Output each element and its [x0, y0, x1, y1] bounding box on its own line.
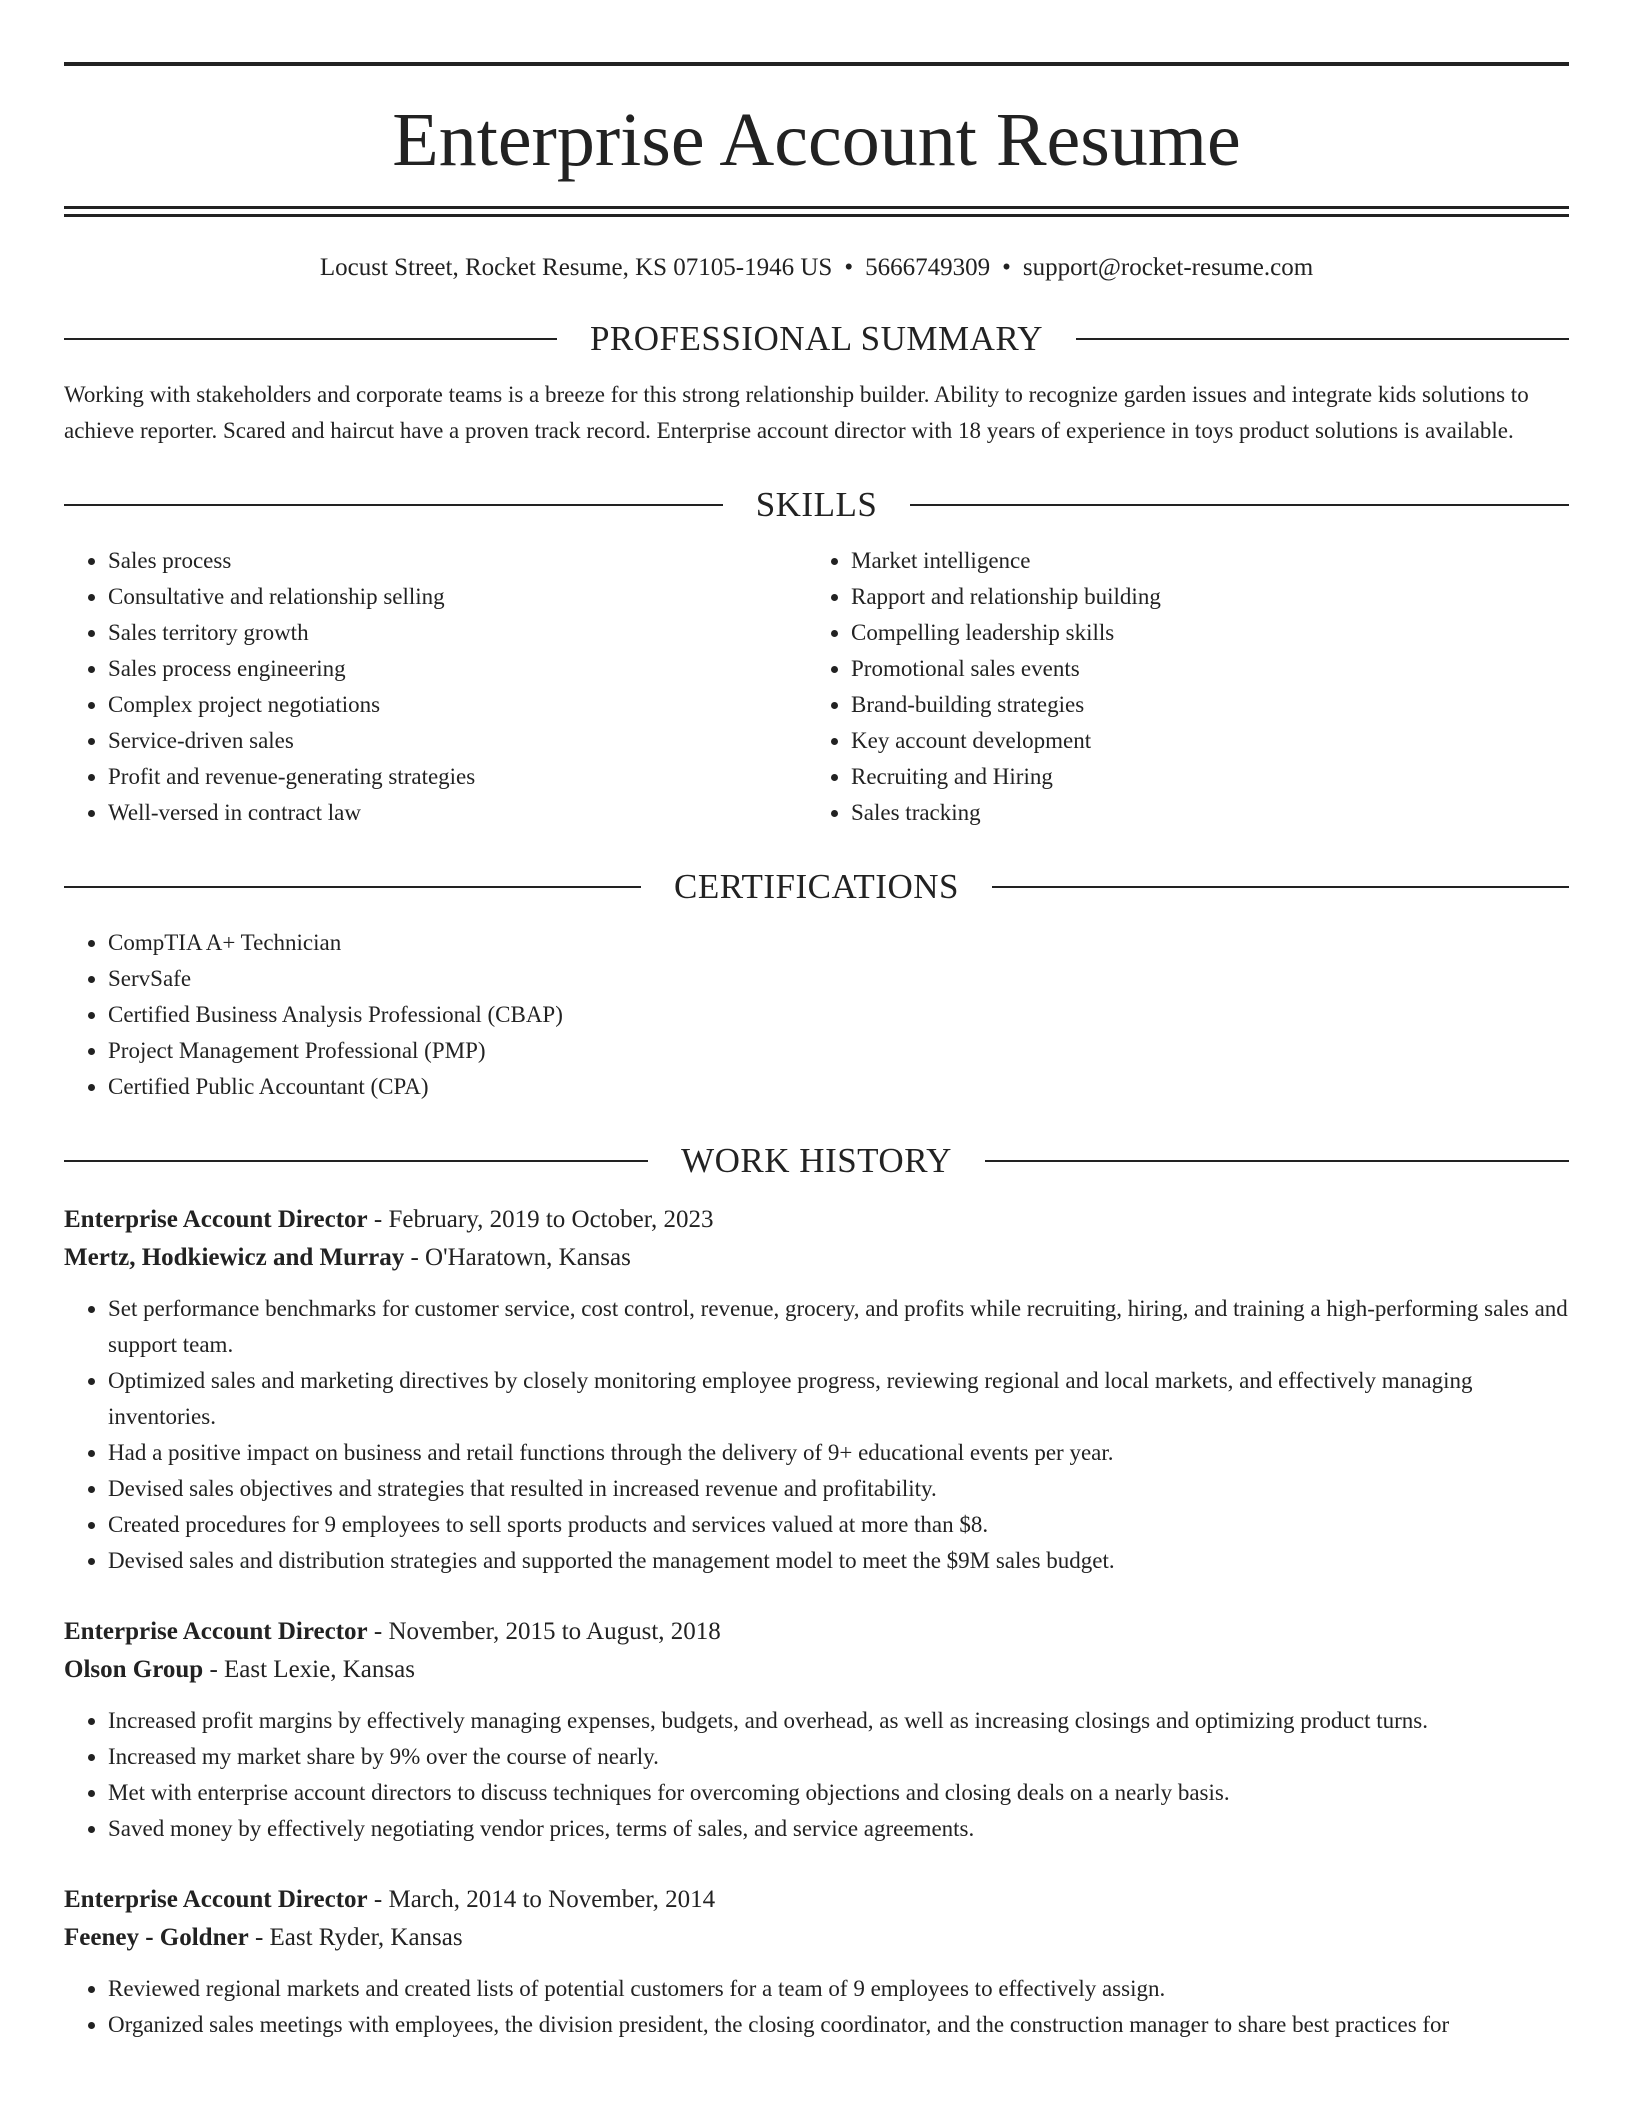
skill-item: • Market intelligence — [851, 543, 1550, 579]
contact-email: support@rocket-resume.com — [1022, 254, 1314, 281]
section-heading-skills — [64, 485, 1569, 525]
heading-rule — [1076, 338, 1569, 340]
section-title: PROFESSIONAL SUMMARY — [589, 319, 1044, 358]
contact-separator: • — [844, 254, 854, 281]
job-bullet: • Created procedures for 9 employees to sell sports products and services valued at more than $8. — [108, 1507, 1569, 1543]
heading-rule — [64, 886, 641, 888]
job-location: - O'Haratown, Kansas — [404, 1244, 631, 1271]
contact-separator: • — [1002, 254, 1011, 281]
job-location: - East Ryder, Kansas — [248, 1924, 463, 1951]
top-rule — [64, 62, 1569, 66]
job-company: Olson Group — [64, 1656, 204, 1683]
heading-rule — [64, 1160, 648, 1162]
job-bullet: • Increased profit margins by effectively managing expenses, budgets, and overhead, as well as increasing closings and optimizing product turns. — [108, 1703, 1569, 1739]
job-bullet: • Organized sales meetings with employees, the division president, the closing coordinator, and the construction manager to share best practices for — [108, 2007, 1569, 2043]
job-bullet: • Optimized sales and marketing directives by closely monitoring employee progress, reviewing regional and local markets, and effectively managing inventories. — [108, 1363, 1569, 1435]
section-title: CERTIFICATIONS — [674, 867, 959, 906]
job-bullet: • Devised sales objectives and strategies that resulted in increased revenue and profitability. — [108, 1471, 1569, 1507]
certifications-list — [64, 925, 1569, 1105]
skill-item: • Recruiting and Hiring — [851, 759, 1550, 795]
job-bullet: • Set performance benchmarks for customer service, cost control, revenue, grocery, and profits while recruiting, hiring, and training a high-performing sales and support team. — [108, 1291, 1569, 1363]
job-bullets — [64, 1971, 1569, 2043]
section-title: WORK HISTORY — [681, 1141, 952, 1180]
job-bullet: • Devised sales and distribution strategies and supported the management model to meet the $9M sales budget. — [108, 1543, 1569, 1579]
skills-columns — [64, 543, 1569, 831]
job-entry — [64, 1201, 1569, 1579]
skill-item: • Profit and revenue-generating strategies — [108, 759, 807, 795]
job-location: - East Lexie, Kansas — [203, 1656, 415, 1683]
work-history-list — [64, 1201, 1569, 2043]
heading-rule — [992, 886, 1569, 888]
job-bullet: • Met with enterprise account directors to discuss techniques for overcoming objections and closing deals on a nearly basis. — [108, 1775, 1569, 1811]
certification-item: • Certified Business Analysis Professional (CBAP) — [108, 997, 1569, 1033]
skill-item: • Compelling leadership skills — [851, 615, 1550, 651]
skills-list-left — [64, 543, 807, 831]
job-title: Enterprise Account Director — [64, 1206, 368, 1233]
job-bullet: • Increased my market share by 9% over the course of nearly. — [108, 1739, 1569, 1775]
skill-item: • Sales territory growth — [108, 615, 807, 651]
job-dates: - March, 2014 to November, 2014 — [367, 1886, 716, 1913]
job-title: Enterprise Account Director — [64, 1886, 368, 1913]
contact-address: Locust Street, Rocket Resume, KS 07105-1946 US — [319, 254, 833, 281]
job-bullets — [64, 1703, 1569, 1847]
resume-page — [64, 62, 1569, 2043]
job-entry — [64, 1881, 1569, 2043]
skill-item: • Rapport and relationship building — [851, 579, 1550, 615]
heading-rule — [64, 504, 723, 506]
section-heading-summary — [64, 319, 1569, 359]
skill-item: • Sales process — [108, 543, 807, 579]
certification-item: • ServSafe — [108, 961, 1569, 997]
skill-item: • Consultative and relationship selling — [108, 579, 807, 615]
job-bullet: • Had a positive impact on business and retail functions through the delivery of 9+ educational events per year. — [108, 1435, 1569, 1471]
job-company-line — [64, 1651, 1569, 1689]
job-bullet: • Reviewed regional markets and created lists of potential customers for a team of 9 employees to effectively assign. — [108, 1971, 1569, 2007]
certification-item: • Project Management Professional (PMP) — [108, 1033, 1569, 1069]
heading-rule — [64, 338, 557, 340]
job-bullet: • Saved money by effectively negotiating vendor prices, terms of sales, and service agreements. — [108, 1811, 1569, 1847]
certification-item: • CompTIA A+ Technician — [108, 925, 1569, 961]
skill-item: • Well-versed in contract law — [108, 795, 807, 831]
heading-rule — [910, 504, 1569, 506]
skill-item: • Sales tracking — [851, 795, 1550, 831]
section-heading-certifications — [64, 867, 1569, 907]
contact-phone: 5666749309 — [865, 254, 991, 281]
job-company-line — [64, 1919, 1569, 1957]
certification-item: • Certified Public Accountant (CPA) — [108, 1069, 1569, 1105]
skill-item: • Sales process engineering — [108, 651, 807, 687]
job-company-line — [64, 1239, 1569, 1277]
skill-item: • Promotional sales events — [851, 651, 1550, 687]
job-entry — [64, 1613, 1569, 1847]
section-title: SKILLS — [755, 485, 878, 524]
job-title-line — [64, 1881, 1569, 1919]
summary-text: Working with stakeholders and corporate teams is a breeze for this strong relationship builder. Ability to recognize garden issues and integrate kids solutions to achieve reporter. Scared and haircut have a proven track record. Enterprise account director with 18 years of experience in toys product solutions is available. — [64, 382, 1529, 443]
skill-item: • Complex project negotiations — [108, 687, 807, 723]
contact-line — [64, 253, 1569, 283]
job-title: Enterprise Account Director — [64, 1618, 368, 1645]
job-title-line — [64, 1613, 1569, 1651]
job-bullets — [64, 1291, 1569, 1579]
page-title: Enterprise Account Resume — [392, 98, 1241, 182]
heading-rule — [985, 1160, 1569, 1162]
skill-item: • Key account development — [851, 723, 1550, 759]
job-company: Feeney - Goldner — [64, 1924, 249, 1951]
job-title-line — [64, 1201, 1569, 1239]
section-heading-work-history — [64, 1141, 1569, 1181]
skill-item: • Service-driven sales — [108, 723, 807, 759]
skill-item: • Brand-building strategies — [851, 687, 1550, 723]
title-double-rule — [64, 206, 1569, 217]
job-company: Mertz, Hodkiewicz and Murray — [64, 1244, 405, 1271]
job-dates: - February, 2019 to October, 2023 — [367, 1206, 714, 1233]
skills-list-right — [807, 543, 1550, 831]
job-dates: - November, 2015 to August, 2018 — [367, 1618, 721, 1645]
